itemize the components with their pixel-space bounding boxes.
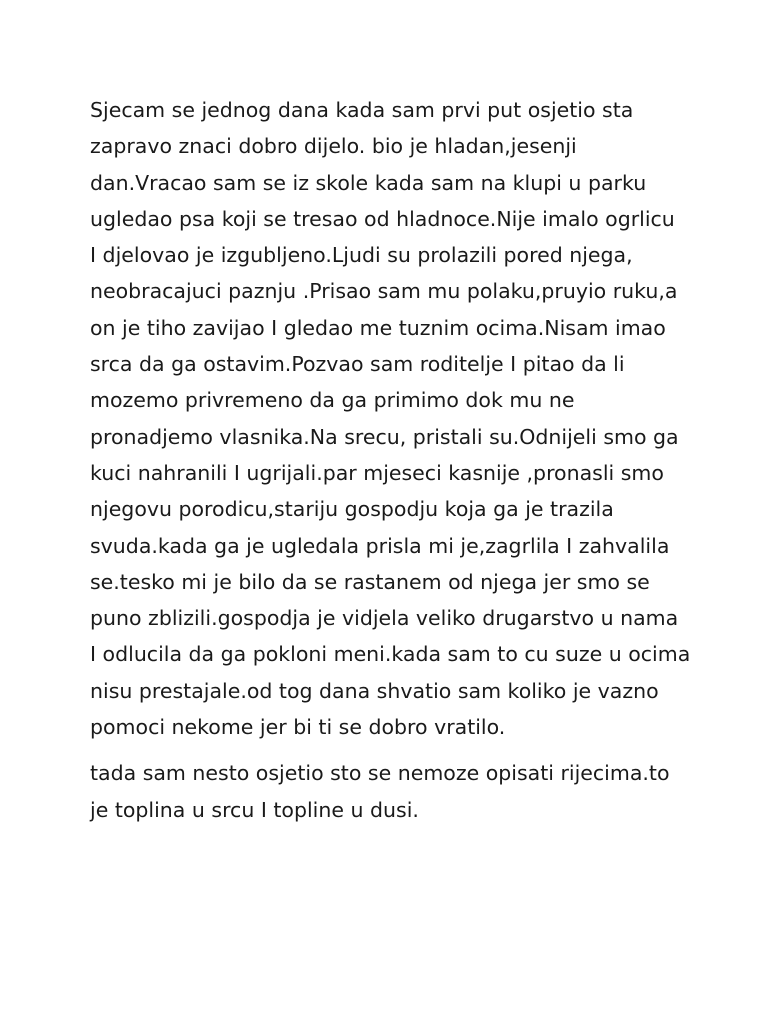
text-line: njegovu porodicu,stariju gospodju koja ga je trazila <box>90 497 614 522</box>
text-line: svuda.kada ga je ugledala prisla mi je,zagrlila I zahvalila <box>90 533 670 558</box>
text-line: dan.Vracao sam se iz skole kada sam na klupi u parku <box>90 170 647 195</box>
text-line: pronadjemo vlasnika.Na srecu, pristali su.Odnijeli smo ga <box>90 424 679 449</box>
text-line: I djelovao je izgubljeno.Ljudi su prolazili pored njega, <box>90 243 633 268</box>
paragraph-1 <box>90 92 690 745</box>
document-body <box>90 92 690 828</box>
paragraph-2 <box>90 755 690 828</box>
text-line: srca da ga ostavim.Pozvao sam roditelje I pitao da li <box>90 352 625 377</box>
text-line: zapravo znaci dobro dijelo. bio je hladan,jesenji <box>90 134 577 159</box>
text-line: on je tiho zavijao I gledao me tuznim ocima.Nisam imao <box>90 315 666 340</box>
text-line: puno zblizili.gospodja je vidjela veliko drugarstvo u nama <box>90 606 679 631</box>
text-line: se.tesko mi je bilo da se rastanem od njega jer smo se <box>90 569 650 594</box>
text-line: tada sam nesto osjetio sto se nemoze opisati rijecima.to <box>90 761 670 786</box>
text-line: I odlucila da ga pokloni meni.kada sam to cu suze u ocima <box>90 642 691 667</box>
text-line: neobracajuci paznju .Prisao sam mu polaku,pruyio ruku,a <box>90 279 678 304</box>
text-line: mozemo privremeno da ga primimo dok mu ne <box>90 388 575 413</box>
text-line: kuci nahranili I ugrijali.par mjeseci kasnije ,pronasli smo <box>90 460 664 485</box>
text-line: nisu prestajale.od tog dana shvatio sam koliko je vazno <box>90 678 659 703</box>
text-line: Sjecam se jednog dana kada sam prvi put osjetio sta <box>90 98 634 122</box>
text-line: je toplina u srcu I topline u dusi. <box>90 797 419 822</box>
text-line: pomoci nekome jer bi ti se dobro vratilo. <box>90 715 506 740</box>
text-line: ugledao psa koji se tresao od hladnoce.Nije imalo ogrlicu <box>90 206 675 231</box>
